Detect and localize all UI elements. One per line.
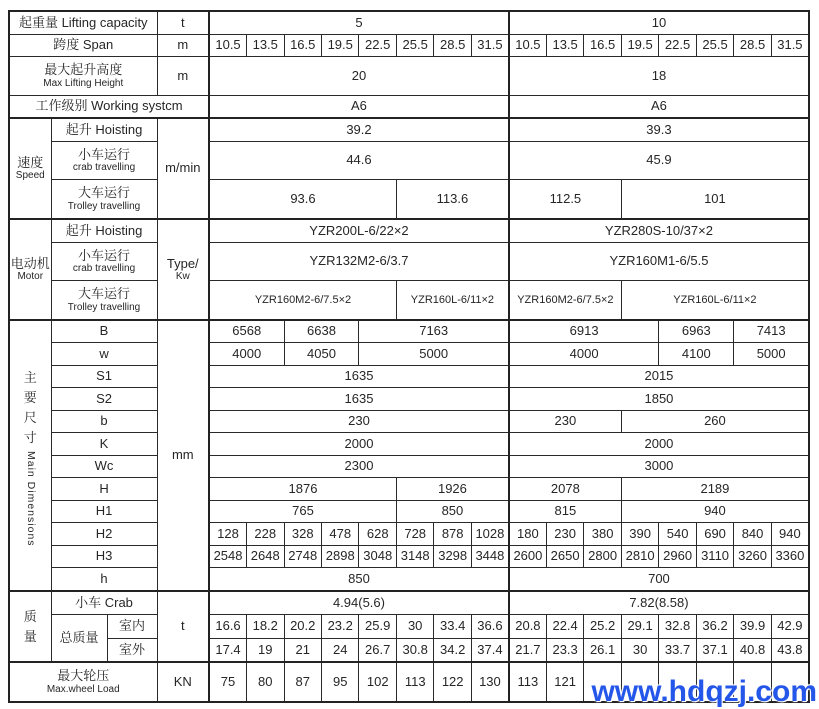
value-cell: 5000: [359, 343, 509, 365]
value-cell: 1028: [471, 523, 508, 545]
value-cell: 18.2: [247, 614, 284, 638]
speed-section-label: 速度 Speed: [9, 118, 51, 219]
value-cell: 16.5: [284, 34, 321, 56]
value-cell: 121: [546, 662, 583, 702]
value-cell: 37.4: [471, 639, 508, 662]
value-cell: 2300: [209, 455, 509, 477]
trolley-travelling-speed-label: 大车运行 Trolley travelling: [51, 180, 157, 219]
dimensions-unit: mm: [157, 320, 209, 591]
value-cell: 2000: [509, 433, 809, 455]
value-cell: 6638: [284, 320, 359, 343]
value-cell: 23.3: [546, 639, 583, 662]
value-cell: 6568: [209, 320, 284, 343]
value-cell: 390: [621, 523, 658, 545]
value-cell: 25.5: [696, 34, 733, 56]
value-cell: 260: [621, 410, 809, 432]
value-cell: 113: [396, 662, 433, 702]
value-cell: 20: [209, 57, 509, 95]
value-cell: 2548: [209, 545, 246, 567]
value-cell: 2600: [509, 545, 546, 567]
value-cell: 3260: [734, 545, 771, 567]
table-row: [9, 433, 809, 455]
table-row: [9, 591, 809, 614]
value-cell: YZR160M2-6/7.5×2: [509, 281, 621, 320]
value-cell: 30: [621, 639, 658, 662]
value-cell: 18: [509, 57, 809, 95]
value-cell: 32.8: [659, 614, 696, 638]
dim-K-label: K: [51, 433, 157, 455]
value-cell: 25.9: [359, 614, 396, 638]
value-cell: 878: [434, 523, 471, 545]
table-row: [9, 388, 809, 410]
value-cell: 93.6: [209, 180, 396, 219]
indoor-label: 室内: [107, 614, 157, 638]
value-cell: 2748: [284, 545, 321, 567]
max-wheel-load-unit: KN: [157, 662, 209, 702]
dim-B-label: B: [51, 320, 157, 343]
value-cell: YZR160M1-6/5.5: [509, 242, 809, 280]
table-row: [9, 320, 809, 343]
dim-H-label: H: [51, 478, 157, 500]
max-wheel-load-label: 最大轮压 Max.wheel Load: [9, 662, 157, 702]
value-cell: 19.5: [621, 34, 658, 56]
value-cell: 34.2: [434, 639, 471, 662]
main-dimensions-section-label: [9, 320, 51, 591]
watermark-url: www.hdqzj.com: [591, 675, 817, 708]
value-cell: 33.4: [434, 614, 471, 638]
value-cell: 4100: [659, 343, 734, 365]
value-cell: YZR200L-6/22×2: [209, 219, 509, 242]
value-cell: 2000: [209, 433, 509, 455]
table-row: [9, 57, 809, 95]
value-cell: 36.6: [471, 614, 508, 638]
value-cell: 700: [509, 568, 809, 591]
value-cell: 23.2: [321, 614, 358, 638]
value-cell: 128: [209, 523, 246, 545]
trolley-motor-label: 大车运行 Trolley travelling: [51, 281, 157, 320]
dim-w-label: w: [51, 343, 157, 365]
value-cell: YZR160M2-6/7.5×2: [209, 281, 396, 320]
value-cell: 95: [321, 662, 358, 702]
value-cell: 102: [359, 662, 396, 702]
table-row: [9, 281, 809, 320]
dim-S2-label: S2: [51, 388, 157, 410]
value-cell: 2960: [659, 545, 696, 567]
table-row: [9, 11, 809, 34]
value-cell: 33.7: [659, 639, 696, 662]
value-cell: 2810: [621, 545, 658, 567]
value-cell: 4000: [509, 343, 659, 365]
value-cell: 20.2: [284, 614, 321, 638]
table-row: [9, 639, 809, 662]
value-cell: 40.8: [734, 639, 771, 662]
value-cell: 2898: [321, 545, 358, 567]
value-cell: 765: [209, 500, 396, 522]
value-cell: 28.5: [434, 34, 471, 56]
dim-S1-label: S1: [51, 365, 157, 387]
table-row: [9, 545, 809, 567]
value-cell: 130: [471, 662, 508, 702]
value-cell: 850: [209, 568, 509, 591]
value-cell: 5000: [734, 343, 809, 365]
value-cell: 840: [734, 523, 771, 545]
value-cell: 4.94(5.6): [209, 591, 509, 614]
hoisting-motor-label: 起升 Hoisting: [51, 219, 157, 242]
total-mass-label: 总质量: [51, 614, 107, 662]
table-row: [9, 242, 809, 280]
vertical-label-english: Main Dimensions: [25, 451, 38, 547]
span-label: 跨度 Span: [9, 34, 157, 56]
value-cell: 30.8: [396, 639, 433, 662]
mass-unit: t: [157, 591, 209, 662]
dim-H2-label: H2: [51, 523, 157, 545]
value-cell: 1876: [209, 478, 396, 500]
value-cell: YZR132M2-6/3.7: [209, 242, 509, 280]
value-cell: 180: [509, 523, 546, 545]
value-cell: 37.1: [696, 639, 733, 662]
value-cell: 24: [321, 639, 358, 662]
value-cell: 113.6: [396, 180, 508, 219]
value-cell: 230: [509, 410, 621, 432]
table-row: [9, 34, 809, 56]
value-cell: 25.2: [584, 614, 621, 638]
value-cell: 228: [247, 523, 284, 545]
value-cell: 728: [396, 523, 433, 545]
value-cell: YZR160L-6/11×2: [396, 281, 508, 320]
value-cell: 113: [509, 662, 546, 702]
table-row: [9, 500, 809, 522]
motor-section-label: 电动机 Motor: [9, 219, 51, 320]
value-cell: 2189: [621, 478, 809, 500]
dim-H1-label: H1: [51, 500, 157, 522]
working-system-label: 工作级别 Working systcm: [9, 95, 209, 118]
value-cell: 75: [209, 662, 246, 702]
value-cell: 7413: [734, 320, 809, 343]
value-cell: 3360: [771, 545, 809, 567]
value-cell: 122: [434, 662, 471, 702]
value-cell: 3298: [434, 545, 471, 567]
value-cell: 19: [247, 639, 284, 662]
table-row: [9, 219, 809, 242]
value-cell: 19.5: [321, 34, 358, 56]
value-cell: 87: [284, 662, 321, 702]
value-cell: 10.5: [209, 34, 246, 56]
value-cell: 2648: [247, 545, 284, 567]
value-cell: 1635: [209, 365, 509, 387]
value-cell: 44.6: [209, 142, 509, 180]
motor-unit: Type/ Kw: [157, 219, 209, 320]
value-cell: 29.1: [621, 614, 658, 638]
value-cell: 2650: [546, 545, 583, 567]
crab-travelling-speed-label: 小车运行 crab travelling: [51, 142, 157, 180]
value-cell: 39.9: [734, 614, 771, 638]
value-cell: 101: [621, 180, 809, 219]
value-cell: 3110: [696, 545, 733, 567]
value-cell: 21: [284, 639, 321, 662]
vertical-label-chars: 质 量: [23, 608, 37, 644]
value-cell: 478: [321, 523, 358, 545]
mass-section-label: [9, 591, 51, 662]
table-row: [9, 568, 809, 591]
value-cell: 230: [209, 410, 509, 432]
outdoor-label: 室外: [107, 639, 157, 662]
speed-unit: m/min: [157, 118, 209, 219]
value-cell: 16.6: [209, 614, 246, 638]
value-cell: 380: [584, 523, 621, 545]
value-cell: 2800: [584, 545, 621, 567]
value-cell: 815: [509, 500, 621, 522]
value-cell: 940: [771, 523, 809, 545]
value-cell: 13.5: [546, 34, 583, 56]
value-cell: 3148: [396, 545, 433, 567]
value-cell: YZR160L-6/11×2: [621, 281, 809, 320]
value-cell: 31.5: [471, 34, 508, 56]
value-cell: 26.1: [584, 639, 621, 662]
value-cell: 7.82(8.58): [509, 591, 809, 614]
table-row: [9, 118, 809, 141]
value-cell: 940: [621, 500, 809, 522]
table-row: [9, 343, 809, 365]
table-row: [9, 523, 809, 545]
value-cell: 4000: [209, 343, 284, 365]
value-cell: 25.5: [396, 34, 433, 56]
value-cell: 20.8: [509, 614, 546, 638]
value-cell: 112.5: [509, 180, 621, 219]
value-cell: 7163: [359, 320, 509, 343]
value-cell: 1926: [396, 478, 508, 500]
table-row: [9, 478, 809, 500]
value-cell: 628: [359, 523, 396, 545]
span-unit: m: [157, 34, 209, 56]
capacity-10-header: 10: [509, 11, 809, 34]
table-row: [9, 410, 809, 432]
table-row: [9, 455, 809, 477]
value-cell: 6963: [659, 320, 734, 343]
value-cell: 26.7: [359, 639, 396, 662]
dim-Wc-label: Wc: [51, 455, 157, 477]
spec-table: [8, 10, 810, 703]
vertical-label-chars: 主 要 尺 寸: [23, 370, 37, 446]
value-cell: 30: [396, 614, 433, 638]
table-row: [9, 95, 809, 118]
value-cell: 328: [284, 523, 321, 545]
dim-b-label: b: [51, 410, 157, 432]
value-cell: 850: [396, 500, 508, 522]
value-cell: 22.4: [546, 614, 583, 638]
crab-motor-label: 小车运行 crab travelling: [51, 242, 157, 280]
value-cell: 39.2: [209, 118, 509, 141]
capacity-5-header: 5: [209, 11, 509, 34]
value-cell: 3448: [471, 545, 508, 567]
value-cell: 36.2: [696, 614, 733, 638]
value-cell: 17.4: [209, 639, 246, 662]
value-cell: 39.3: [509, 118, 809, 141]
value-cell: 21.7: [509, 639, 546, 662]
value-cell: 42.9: [771, 614, 809, 638]
table-row: [9, 614, 809, 638]
dim-h-label: h: [51, 568, 157, 591]
value-cell: 3048: [359, 545, 396, 567]
value-cell: 2015: [509, 365, 809, 387]
value-cell: 1850: [509, 388, 809, 410]
value-cell: 230: [546, 523, 583, 545]
value-cell: 540: [659, 523, 696, 545]
value-cell: 80: [247, 662, 284, 702]
max-lifting-height-unit: m: [157, 57, 209, 95]
table-row: [9, 142, 809, 180]
max-lifting-height-label: 最大起升高度 Max Lifting Height: [9, 57, 157, 95]
value-cell: 43.8: [771, 639, 809, 662]
table-row: [9, 365, 809, 387]
value-cell: 28.5: [734, 34, 771, 56]
spec-table-body: [9, 11, 809, 702]
value-cell: 22.5: [659, 34, 696, 56]
value-cell: 16.5: [584, 34, 621, 56]
lifting-capacity-label: 起重量 Lifting capacity: [9, 11, 157, 34]
value-cell: 31.5: [771, 34, 809, 56]
value-cell: 4050: [284, 343, 359, 365]
value-cell: 690: [696, 523, 733, 545]
hoisting-speed-label: 起升 Hoisting: [51, 118, 157, 141]
value-cell: YZR280S-10/37×2: [509, 219, 809, 242]
value-cell: A6: [509, 95, 809, 118]
dim-H3-label: H3: [51, 545, 157, 567]
value-cell: 3000: [509, 455, 809, 477]
value-cell: 1635: [209, 388, 509, 410]
crab-mass-label: 小车 Crab: [51, 591, 157, 614]
table-row: [9, 180, 809, 219]
lifting-capacity-unit: t: [157, 11, 209, 34]
value-cell: 6913: [509, 320, 659, 343]
value-cell: 2078: [509, 478, 621, 500]
value-cell: 10.5: [509, 34, 546, 56]
value-cell: 13.5: [247, 34, 284, 56]
value-cell: 22.5: [359, 34, 396, 56]
value-cell: 45.9: [509, 142, 809, 180]
value-cell: A6: [209, 95, 509, 118]
